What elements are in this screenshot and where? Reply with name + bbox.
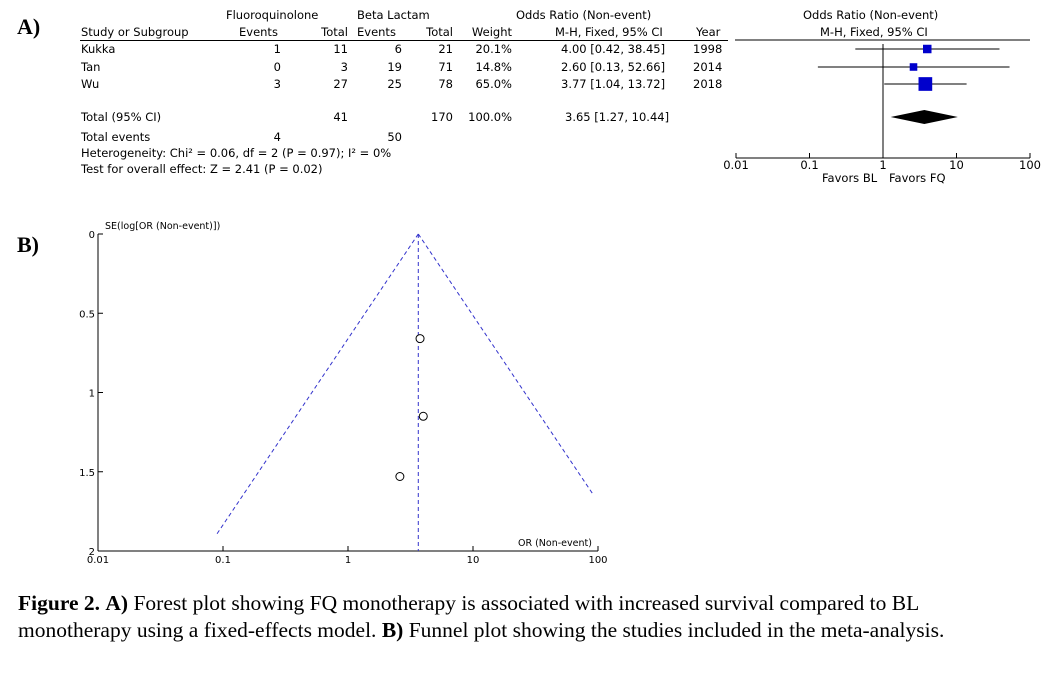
forest-x-tick-label: 100 — [1019, 158, 1041, 172]
funnel-study-point — [419, 412, 427, 420]
fq-total: 11 — [333, 42, 348, 56]
header-fq: Fluoroquinolone — [226, 8, 319, 22]
col-bl-events: Events — [357, 25, 396, 39]
col-year: Year — [696, 25, 721, 39]
panel-a-label: A) — [17, 14, 41, 39]
funnel-y-tick-label: 0 — [88, 230, 95, 241]
weight: 20.1% — [475, 42, 512, 56]
year: 1998 — [693, 42, 723, 56]
caption-a-label: A) — [105, 591, 129, 615]
funnel-study-point — [416, 335, 424, 343]
caption-b-label: B) — [381, 618, 404, 642]
header-bl: Beta Lactam — [357, 8, 430, 22]
fq-events: 3 — [273, 77, 281, 91]
overall-effect-text: Test for overall effect: Z = 2.41 (P = 0.02) — [81, 162, 323, 176]
favors-left-label: Favors BL — [822, 171, 878, 185]
bl-events: 25 — [387, 77, 402, 91]
plot-method-header: M-H, Fixed, 95% CI — [820, 25, 928, 39]
weight: 65.0% — [475, 77, 512, 91]
funnel-study-point — [396, 473, 404, 481]
bl-total: 71 — [438, 60, 453, 74]
forest-x-tick-label: 10 — [949, 158, 964, 172]
total-weight: 100.0% — [468, 110, 512, 124]
total-events-label: Total events — [81, 130, 151, 144]
funnel-x-tick-label: 1 — [344, 555, 352, 566]
forest-x-tick-label: 0.01 — [723, 158, 749, 172]
funnel-y-title: SE(log[OR (Non-event)]) — [105, 221, 221, 232]
funnel-y-tick-label: 1 — [88, 388, 95, 400]
ci-text-visible: 3.77 [1.04, 13.72] — [561, 77, 666, 91]
study-name: Wu — [81, 77, 100, 91]
bl-events: 6 — [394, 42, 402, 56]
header-or: Odds Ratio (Non-event) — [516, 8, 652, 22]
funnel-x-title: OR (Non-event) — [518, 538, 592, 549]
funnel-ci-left — [216, 234, 418, 535]
figure-caption — [18, 590, 1023, 644]
year: 2018 — [693, 77, 723, 91]
funnel-ci-right — [418, 234, 594, 496]
bl-total: 78 — [438, 77, 453, 91]
fq-events: 0 — [273, 60, 281, 74]
total-events-fq: 4 — [273, 130, 281, 144]
total-ci-text: 3.65 [1.27, 10.44] — [565, 110, 670, 124]
funnel-y-tick-label: 0.5 — [79, 309, 95, 321]
caption-b-text: Funnel plot showing the studies included in the meta-analysis. — [403, 618, 945, 642]
bl-total: 21 — [438, 42, 453, 56]
ci-text-visible: 2.60 [0.13, 52.66] — [561, 60, 666, 74]
funnel-x-tick-label: 0.01 — [86, 555, 110, 566]
forest-x-tick-label: 1 — [879, 158, 887, 172]
panel-b-label: B) — [17, 232, 39, 257]
total-bl: 170 — [431, 110, 453, 124]
funnel-x-tick-label: 10 — [466, 555, 480, 566]
plot-header: Odds Ratio (Non-event) — [803, 8, 939, 22]
funnel-x-tick-label: 100 — [588, 555, 608, 566]
heterogeneity-text: Heterogeneity: Chi² = 0.06, df = 2 (P = 0.97); I² = 0% — [81, 146, 392, 160]
fq-events: 1 — [273, 42, 281, 56]
bl-events: 19 — [387, 60, 402, 74]
col-weight: Weight — [471, 25, 512, 39]
year: 2014 — [693, 60, 723, 74]
funnel-y-tick-label: 1.5 — [79, 467, 95, 479]
study-name: Kukka — [81, 42, 116, 56]
caption-a-text: Forest plot showing FQ monotherapy is associated with increased survival compared to BL monotherapy using a fixed-effects model. — [18, 591, 919, 642]
col-bl-total: Total — [426, 25, 453, 39]
fq-total: 3 — [340, 60, 348, 74]
total-fq: 41 — [333, 110, 348, 124]
study-name: Tan — [81, 60, 101, 74]
col-study: Study or Subgroup — [81, 25, 189, 39]
col-fq-events: Events — [239, 25, 278, 39]
caption-fig-label: Figure 2. — [18, 591, 101, 615]
forest-x-tick-label: 0.1 — [800, 158, 819, 172]
weight: 14.8% — [475, 60, 512, 74]
total-events-bl: 50 — [387, 130, 402, 144]
col-fq-total: Total — [321, 25, 348, 39]
fq-total: 27 — [333, 77, 348, 91]
funnel-y-tick-label: 2 — [88, 547, 95, 558]
total-label: Total (95% CI) — [81, 110, 162, 124]
favors-right-label: Favors FQ — [889, 171, 946, 185]
funnel-x-tick-label: 0.1 — [215, 555, 231, 566]
ci-text-visible: 4.00 [0.42, 38.45] — [561, 42, 666, 56]
col-method: M-H, Fixed, 95% CI — [555, 25, 663, 39]
